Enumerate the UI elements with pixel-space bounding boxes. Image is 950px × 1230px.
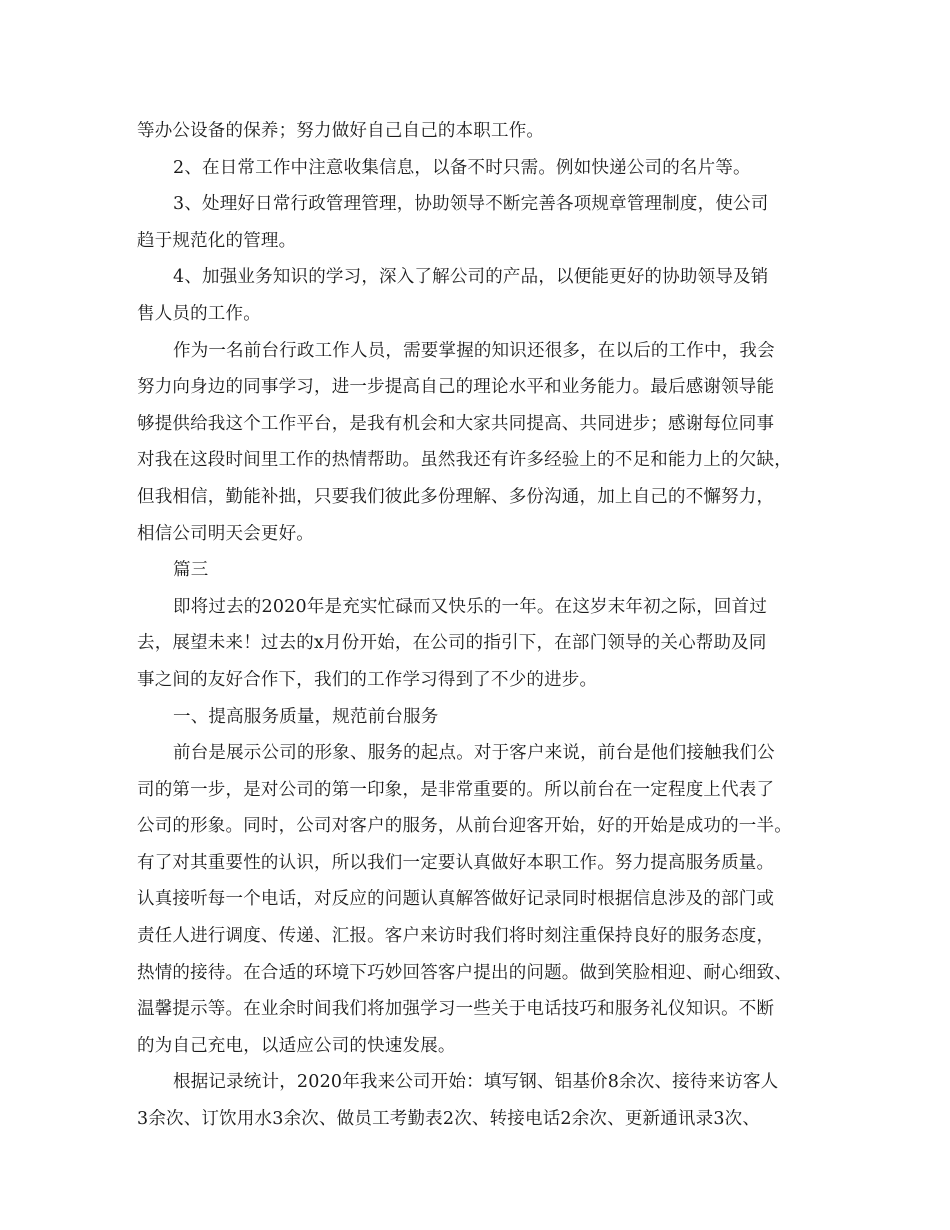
text-line: 3、处理好日常行政管理管理，协助领导不断完善各项规章管理制度，使公司	[173, 194, 769, 215]
text-line: 3余次、订饮用水3余次、做员工考勤表2次、转接电话2余次、更新通讯录3次、	[137, 1109, 761, 1130]
text-line: 公司的形象。同时，公司对客户的服务，从前台迎客开始，好的开始是成功的一半。	[137, 816, 792, 837]
text-line: 有了对其重要性的认识，所以我们一定要认真做好本职工作。努力提高服务质量。	[137, 852, 775, 873]
text-line: 2、在日常工作中注意收集信息，以备不时只需。例如快递公司的名片等。	[173, 157, 751, 178]
text-line: 够提供给我这个工作平台，是我有机会和大家共同提高、共同进步；感谢每位同事	[137, 413, 775, 434]
text-line: 趋于规范化的管理。	[137, 230, 297, 251]
document-body	[137, 113, 827, 1138]
text-line: 4、加强业务知识的学习，深入了解公司的产品，以便能更好的协助领导及销	[173, 267, 769, 288]
text-line: 等办公设备的保养；努力做好自己自己的本职工作。	[137, 121, 545, 141]
text-line: 售人员的工作。	[137, 303, 261, 324]
text-line: 相信公司明天会更好。	[137, 523, 314, 544]
subsection-heading: 一、提高服务质量，规范前台服务	[173, 706, 439, 727]
text-line: 认真接听每一个电话，对反应的问题认真解答做好记录同时根据信息涉及的部门或	[137, 889, 775, 910]
text-line: 事之间的友好合作下，我们的工作学习得到了不少的进步。	[137, 669, 598, 690]
text-line: 温馨提示等。在业余时间我们将加强学习一些关于电话技巧和服务礼仪知识。不断	[137, 999, 775, 1020]
text-line: 作为一名前台行政工作人员，需要掌握的知识还很多，在以后的工作中，我会	[173, 340, 775, 361]
text-line: 但我相信，勤能补拙，只要我们彼此多份理解、多份沟通，加上自己的不懈努力，	[137, 486, 775, 507]
text-line: 根据记录统计，2020年我来公司开始：填写钢、铝基价8余次、接待来访客人	[173, 1072, 779, 1093]
text-line: 司的第一步，是对公司的第一印象，是非常重要的。所以前台在一定程度上代表了	[137, 779, 775, 800]
text-line: 的为自己充电，以适应公司的快速发展。	[137, 1035, 456, 1056]
text-line: 热情的接待。在合适的环境下巧妙回答客户提出的问题。做到笑脸相迎、耐心细致、	[137, 962, 792, 983]
section-heading: 篇三	[173, 560, 209, 581]
text-line: 前台是展示公司的形象、服务的起点。对于客户来说，前台是他们接触我们公	[173, 743, 775, 764]
text-line: 对我在这段时间里工作的热情帮助。虽然我还有许多经验上的不足和能力上的欠缺，	[137, 450, 792, 471]
text-line: 责任人进行调度、传递、汇报。客户来访时我们将时刻注重保持良好的服务态度，	[137, 926, 775, 947]
text-line: 去，展望未来！过去的x月份开始，在公司的指引下，在部门领导的关心帮助及同	[137, 633, 767, 654]
text-line: 努力向身边的同事学习，进一步提高自己的理论水平和业务能力。最后感谢领导能	[137, 377, 775, 398]
text-line: 即将过去的2020年是充实忙碌而又快乐的一年。在这岁末年初之际，回首过	[173, 596, 768, 617]
